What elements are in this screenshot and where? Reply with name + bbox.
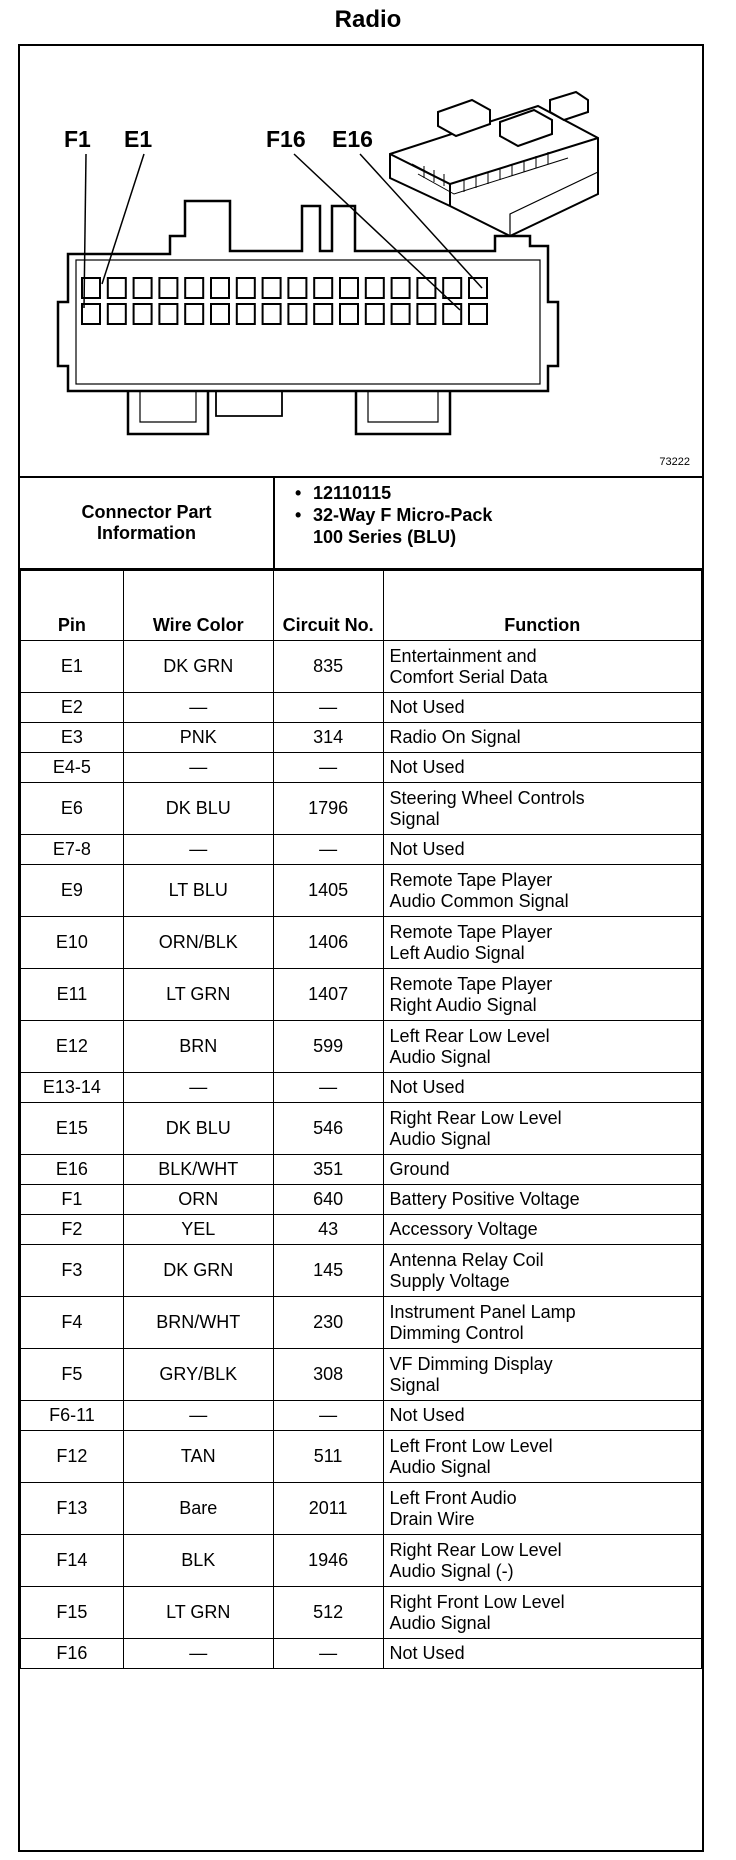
function-line: Remote Tape Player (389, 973, 553, 994)
cell-function (383, 1155, 701, 1185)
pinout-table (20, 570, 702, 1669)
pin-cavity (443, 304, 461, 324)
cell-circuit-no: 512 (273, 1587, 383, 1639)
pin-label-f16: F16 (266, 126, 306, 152)
cell-pin: E7-8 (21, 835, 124, 865)
cell-wire-color: — (123, 1073, 273, 1103)
cell-pin: F1 (21, 1185, 124, 1215)
function-line: Left Front Audio (389, 1487, 517, 1508)
cell-pin: E2 (21, 693, 124, 723)
cell-pin: F14 (21, 1535, 124, 1587)
connector-part-info-label-text: Connector Part Information (81, 502, 212, 543)
cell-pin: F4 (21, 1297, 124, 1349)
pin-cavity (417, 304, 435, 324)
cell-wire-color: DK GRN (123, 1245, 273, 1297)
header-wire-color: Wire Color (123, 571, 273, 641)
cell-circuit-no: 1946 (273, 1535, 383, 1587)
cell-function (383, 783, 701, 835)
function-line: Drain Wire (389, 1508, 475, 1529)
header-function: Function (383, 571, 701, 641)
cell-circuit-no: 2011 (273, 1483, 383, 1535)
cell-function (383, 641, 701, 693)
cell-circuit-no: 1796 (273, 783, 383, 835)
header-pin: Pin (21, 571, 124, 641)
cell-circuit-no: 1405 (273, 865, 383, 917)
table-row (21, 1297, 702, 1349)
function-line: Audio Common Signal (389, 890, 569, 911)
function-line: Comfort Serial Data (389, 666, 548, 687)
cell-pin: E4-5 (21, 753, 124, 783)
part-number: • 12110115 (295, 482, 492, 504)
cell-pin: E16 (21, 1155, 124, 1185)
connector-part-info-label (20, 478, 275, 568)
cell-pin: F5 (21, 1349, 124, 1401)
cell-wire-color: ORN/BLK (123, 917, 273, 969)
pin-cavity (469, 278, 487, 298)
function-line: Not Used (389, 697, 465, 717)
table-row (21, 1073, 702, 1103)
table-row (21, 835, 702, 865)
pin-cavity (417, 278, 435, 298)
function-line: Not Used (389, 1077, 465, 1097)
function-line: Right Rear Low Level (389, 1107, 562, 1128)
cell-circuit-no: 1406 (273, 917, 383, 969)
function-line: Instrument Panel Lamp (389, 1301, 576, 1322)
table-row (21, 1349, 702, 1401)
cell-function (383, 1073, 701, 1103)
table-row (21, 753, 702, 783)
function-line: Entertainment and (389, 645, 537, 666)
function-line: Right Rear Low Level (389, 1539, 562, 1560)
pin-cavity (159, 278, 177, 298)
function-line: Accessory Voltage (389, 1219, 538, 1239)
function-line: Not Used (389, 1405, 465, 1425)
function-line: Audio Signal (389, 1456, 491, 1477)
function-line: Audio Signal (389, 1612, 491, 1633)
pin-cavity (340, 304, 358, 324)
cell-wire-color: BRN (123, 1021, 273, 1073)
cell-pin: E12 (21, 1021, 124, 1073)
cell-function (383, 723, 701, 753)
function-line: Signal (389, 808, 440, 829)
cell-wire-color: LT GRN (123, 1587, 273, 1639)
header-circuit-no: Circuit No. (273, 571, 383, 641)
cell-function (383, 1021, 701, 1073)
cell-pin: E3 (21, 723, 124, 753)
table-row (21, 1587, 702, 1639)
pin-cavity (108, 278, 126, 298)
function-line: Not Used (389, 1643, 465, 1663)
cell-wire-color: DK BLU (123, 1103, 273, 1155)
connector-type: • 32-Way F Micro-Pack (295, 504, 492, 526)
cell-wire-color: — (123, 835, 273, 865)
table-row (21, 1483, 702, 1535)
cell-circuit-no: 308 (273, 1349, 383, 1401)
cell-circuit-no: 640 (273, 1185, 383, 1215)
pinout-table-header (21, 571, 702, 641)
cell-pin: F12 (21, 1431, 124, 1483)
function-line: Left Rear Low Level (389, 1025, 550, 1046)
pin-cavity (288, 304, 306, 324)
cell-circuit-no: — (273, 1401, 383, 1431)
pin-cavity (159, 304, 177, 324)
function-line: Ground (389, 1159, 450, 1179)
cell-function (383, 1349, 701, 1401)
function-line: Left Audio Signal (389, 942, 525, 963)
cell-wire-color: DK BLU (123, 783, 273, 835)
cell-function (383, 1185, 701, 1215)
table-row (21, 1245, 702, 1297)
cell-wire-color: BRN/WHT (123, 1297, 273, 1349)
pin-cavity (263, 304, 281, 324)
pin-cavity (392, 304, 410, 324)
cell-circuit-no: 835 (273, 641, 383, 693)
cell-function (383, 1535, 701, 1587)
cell-function (383, 835, 701, 865)
pin-cavity (237, 304, 255, 324)
pin-cavity (134, 278, 152, 298)
cell-wire-color: BLK (123, 1535, 273, 1587)
cell-function (383, 1587, 701, 1639)
pin-cavity (314, 278, 332, 298)
cell-function (383, 693, 701, 723)
cell-wire-color: YEL (123, 1215, 273, 1245)
pin-cavity (366, 278, 384, 298)
function-line: VF Dimming Display (389, 1353, 553, 1374)
cell-pin: F2 (21, 1215, 124, 1245)
function-line: Signal (389, 1374, 440, 1395)
cell-pin: E1 (21, 641, 124, 693)
connector-part-info (20, 478, 702, 570)
function-line: Audio Signal (-) (389, 1560, 514, 1581)
pin-label-e16: E16 (332, 126, 373, 152)
cell-pin: E9 (21, 865, 124, 917)
table-row (21, 1215, 702, 1245)
cell-function (383, 1245, 701, 1297)
function-line: Right Front Low Level (389, 1591, 565, 1612)
function-line: Battery Positive Voltage (389, 1189, 580, 1209)
pin-cavity (134, 304, 152, 324)
table-row (21, 783, 702, 835)
cell-circuit-no: 546 (273, 1103, 383, 1155)
cell-wire-color: Bare (123, 1483, 273, 1535)
cell-circuit-no: 351 (273, 1155, 383, 1185)
function-line: Right Audio Signal (389, 994, 537, 1015)
cell-function (383, 1401, 701, 1431)
cell-circuit-no: 230 (273, 1297, 383, 1349)
function-line: Dimming Control (389, 1322, 524, 1343)
pin-cavity (392, 278, 410, 298)
cell-circuit-no: — (273, 1073, 383, 1103)
cell-wire-color: — (123, 1639, 273, 1669)
cell-function (383, 1297, 701, 1349)
cell-function (383, 917, 701, 969)
cell-function (383, 1431, 701, 1483)
cell-circuit-no: — (273, 753, 383, 783)
table-row (21, 865, 702, 917)
table-row (21, 1021, 702, 1073)
pin-label-e1: E1 (124, 126, 153, 152)
cell-pin: E10 (21, 917, 124, 969)
function-line: Steering Wheel Controls (389, 787, 585, 808)
cell-pin: F16 (21, 1639, 124, 1669)
function-line: Remote Tape Player (389, 869, 553, 890)
function-line: Audio Signal (389, 1046, 491, 1067)
pin-label-f1: F1 (64, 126, 91, 152)
cell-circuit-no: — (273, 1639, 383, 1669)
table-row (21, 969, 702, 1021)
cell-wire-color: DK GRN (123, 641, 273, 693)
function-line: Audio Signal (389, 1128, 491, 1149)
pin-cavity (340, 278, 358, 298)
connector-perspective-sketch (390, 92, 598, 236)
cell-function (383, 969, 701, 1021)
table-row (21, 1535, 702, 1587)
function-line: Remote Tape Player (389, 921, 553, 942)
cell-pin: E6 (21, 783, 124, 835)
table-row (21, 1639, 702, 1669)
table-row (21, 641, 702, 693)
connector-part-info-values (295, 482, 492, 548)
cell-wire-color: LT GRN (123, 969, 273, 1021)
function-line: Left Front Low Level (389, 1435, 553, 1456)
connector-frame (18, 44, 704, 1852)
pin-cavity (263, 278, 281, 298)
connector-diagram (20, 46, 702, 478)
cell-function (383, 865, 701, 917)
cell-function (383, 1639, 701, 1669)
pin-cavity (185, 304, 203, 324)
function-line: Radio On Signal (389, 727, 521, 747)
cell-pin: F15 (21, 1587, 124, 1639)
cell-function (383, 1215, 701, 1245)
function-line: Not Used (389, 757, 465, 777)
function-line: Supply Voltage (389, 1270, 510, 1291)
pin-cavity (185, 278, 203, 298)
table-row (21, 1155, 702, 1185)
pin-cavity (366, 304, 384, 324)
cell-circuit-no: 599 (273, 1021, 383, 1073)
pin-cavity (108, 304, 126, 324)
cell-function (383, 1103, 701, 1155)
cell-wire-color: LT BLU (123, 865, 273, 917)
cell-circuit-no: — (273, 693, 383, 723)
cell-circuit-no: 145 (273, 1245, 383, 1297)
function-line: Not Used (389, 839, 465, 859)
table-row (21, 723, 702, 753)
cell-pin: E15 (21, 1103, 124, 1155)
cell-wire-color: — (123, 753, 273, 783)
table-row (21, 1401, 702, 1431)
table-row (21, 1431, 702, 1483)
cell-function (383, 1483, 701, 1535)
cell-circuit-no: — (273, 835, 383, 865)
cell-pin: E13-14 (21, 1073, 124, 1103)
cell-circuit-no: 1407 (273, 969, 383, 1021)
table-row (21, 1103, 702, 1155)
cell-wire-color: ORN (123, 1185, 273, 1215)
table-row (21, 917, 702, 969)
cell-pin: E11 (21, 969, 124, 1021)
connector-drawing (20, 46, 702, 476)
cell-pin: F13 (21, 1483, 124, 1535)
cell-wire-color: GRY/BLK (123, 1349, 273, 1401)
pin-cavity (443, 278, 461, 298)
pin-cavity (211, 278, 229, 298)
figure-number: 73222 (659, 456, 690, 468)
pin-cavity (237, 278, 255, 298)
cell-pin: F3 (21, 1245, 124, 1297)
table-row (21, 693, 702, 723)
cell-pin: F6-11 (21, 1401, 124, 1431)
cell-wire-color: TAN (123, 1431, 273, 1483)
cell-wire-color: BLK/WHT (123, 1155, 273, 1185)
cell-circuit-no: 314 (273, 723, 383, 753)
pin-cavity (288, 278, 306, 298)
pin-cavity (314, 304, 332, 324)
cell-circuit-no: 511 (273, 1431, 383, 1483)
cell-wire-color: — (123, 1401, 273, 1431)
cell-wire-color: — (123, 693, 273, 723)
function-line: Antenna Relay Coil (389, 1249, 544, 1270)
pin-cavity (211, 304, 229, 324)
cell-function (383, 753, 701, 783)
connector-series: 100 Series (BLU) (313, 527, 457, 547)
pin-cavity (469, 304, 487, 324)
page-title: Radio (334, 6, 402, 33)
cell-wire-color: PNK (123, 723, 273, 753)
cell-circuit-no: 43 (273, 1215, 383, 1245)
table-row (21, 1185, 702, 1215)
